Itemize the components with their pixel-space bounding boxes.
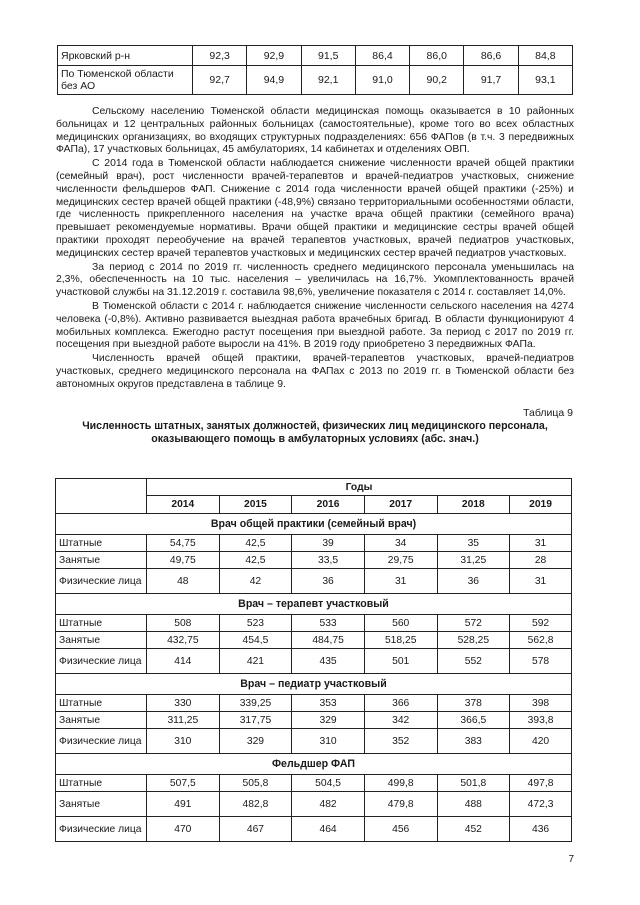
staff-table (55, 478, 572, 842)
table-cell: 92,1 (301, 66, 355, 95)
row-label: Физические лица (56, 817, 147, 842)
table-cell: 472,3 (510, 792, 572, 817)
page-number: 7 (568, 854, 574, 865)
table-cell: 470 (147, 817, 220, 842)
table-cell: 560 (364, 615, 437, 632)
table-cell: 421 (219, 649, 292, 674)
table-row (56, 649, 572, 674)
header-row (56, 479, 572, 496)
paragraph: Сельскому населению Тюменской области медицинская помощь оказывается в 10 районных больницах и 12 центральных районных больницах (самостоятельные), кроме того во всех областных медицинских организациях, во входящих структурных подразделениях: 656 ФАПов (в т.ч. 3 передвижных ФАПа), 17 участковых больницах, 45 амбулаториях, 14 кабинетах и отделениях ОВП. (56, 106, 574, 156)
table-cell: 533 (292, 615, 365, 632)
table-cell: 562,8 (510, 632, 572, 649)
table-cell: 436 (510, 817, 572, 842)
paragraph: За период с 2014 по 2019 гг. численность среднего медицинского персонала уменьшилась на 2,3%, обеспеченность на 10 тыс. населения – увеличилась на 16,7%. Укомплектованность врачей участковой службы на 31.12.2019 г. составила 98,6%, увеличение показателя с 2014 г. составляет 14,0%. (56, 261, 574, 299)
table-cell: 414 (147, 649, 220, 674)
table-cell: 42,5 (219, 552, 292, 569)
table-cell: 467 (219, 817, 292, 842)
section-title: Фельдшер ФАП (56, 754, 572, 775)
table-cell: 329 (219, 729, 292, 754)
table-cell: 383 (437, 729, 510, 754)
table-cell: 501 (364, 649, 437, 674)
year-cell: 2015 (219, 496, 292, 514)
table-cell: 31,25 (437, 552, 510, 569)
table-row (56, 615, 572, 632)
table-cell: 488 (437, 792, 510, 817)
row-label: Ярковский р-н (58, 46, 193, 66)
table-cell: 42,5 (219, 535, 292, 552)
table-cell: 497,8 (510, 775, 572, 792)
table-cell: 528,25 (437, 632, 510, 649)
table-number: Таблица 9 (523, 407, 573, 419)
table-cell: 48 (147, 569, 220, 594)
paragraph: В Тюменской области с 2014 г. наблюдается снижение численности сельского населения на 4274 человека (-0,8%). Активно развивается выездная работа врачебных бригад. В области функционируют 4 мобильных комплекса. Ежегодно растут посещения при выездной работе. За период с 2017 по 2019 гг. посещения при выездной работе выросли на 41%. В 2019 году приобретено 3 передвижных ФАПа. (56, 300, 574, 351)
row-label: Физические лица (56, 569, 147, 594)
table-cell: 36 (292, 569, 365, 594)
table-cell: 366,5 (437, 712, 510, 729)
table-row (56, 775, 572, 792)
year-cell: 2016 (292, 496, 365, 514)
table-cell: 92,3 (193, 46, 247, 66)
table-row (56, 552, 572, 569)
table-cell: 84,8 (518, 46, 572, 66)
table-cell: 42 (219, 569, 292, 594)
table-cell: 504,5 (292, 775, 365, 792)
table-row (56, 792, 572, 817)
table-cell: 592 (510, 615, 572, 632)
table-cell: 508 (147, 615, 220, 632)
table-cell: 92,9 (247, 46, 301, 66)
table-row (56, 817, 572, 842)
row-label: Штатные (56, 535, 147, 552)
table-cell: 456 (364, 817, 437, 842)
table-cell: 28 (510, 552, 572, 569)
table-cell: 33,5 (292, 552, 365, 569)
year-cell: 2014 (147, 496, 220, 514)
row-label: Штатные (56, 615, 147, 632)
row-label: Физические лица (56, 729, 147, 754)
table-cell: 352 (364, 729, 437, 754)
table-cell: 482,8 (219, 792, 292, 817)
table-cell: 310 (292, 729, 365, 754)
section-title: Врач общей практики (семейный врач) (56, 514, 572, 535)
table-cell: 35 (437, 535, 510, 552)
row-label: Занятые (56, 632, 147, 649)
body-text (56, 106, 574, 393)
table-row (56, 712, 572, 729)
paragraph: Численность врачей общей практики, врачей-терапевтов участковых, врачей-педиатров участковых, среднего медицинского персонала на ФАПах с 2013 по 2019 гг. в Тюменской области без автономных округов представлена в таблице 9. (56, 353, 574, 390)
years-header: Годы (147, 479, 572, 496)
table-row (58, 66, 573, 95)
table-cell: 507,5 (147, 775, 220, 792)
row-label: Занятые (56, 552, 147, 569)
table-cell: 93,1 (518, 66, 572, 95)
table-cell: 452 (437, 817, 510, 842)
table-cell: 31 (364, 569, 437, 594)
table-cell: 420 (510, 729, 572, 754)
table-cell: 398 (510, 695, 572, 712)
section-title: Врач – терапевт участковый (56, 594, 572, 615)
table-cell: 34 (364, 535, 437, 552)
table-cell: 393,8 (510, 712, 572, 729)
table-row (56, 632, 572, 649)
table-cell: 86,4 (355, 46, 409, 66)
row-label: Штатные (56, 775, 147, 792)
top-table (57, 45, 573, 95)
table-cell: 454,5 (219, 632, 292, 649)
table-row (58, 46, 573, 66)
table-cell: 482 (292, 792, 365, 817)
table-cell: 572 (437, 615, 510, 632)
table-cell: 86,6 (464, 46, 518, 66)
row-label: Физические лица (56, 649, 147, 674)
table-cell: 29,75 (364, 552, 437, 569)
table-cell: 339,25 (219, 695, 292, 712)
table-cell: 432,75 (147, 632, 220, 649)
table-cell: 91,5 (301, 46, 355, 66)
table-cell: 353 (292, 695, 365, 712)
table-cell: 311,25 (147, 712, 220, 729)
table-cell: 91,7 (464, 66, 518, 95)
table-cell: 310 (147, 729, 220, 754)
table-cell: 342 (364, 712, 437, 729)
table-cell: 54,75 (147, 535, 220, 552)
table-cell: 86,0 (410, 46, 464, 66)
year-cell: 2017 (364, 496, 437, 514)
table-cell: 31 (510, 535, 572, 552)
table-cell: 484,75 (292, 632, 365, 649)
paragraph: С 2014 года в Тюменской области наблюдается снижение численности врачей общей практики (семейный врач), рост численности врачей-терапевтов и врачей-педиатров участковых, снижение численности фельдшеров ФАП. Снижение с 2014 года численности врачей общей практики (-25%) и медицинских сестер врачей общей практики (-48,9%) связано территориальными особенностями области, где численность прикрепленного населения на участке врача общей практики (семейного врача) превышает рекомендуемые нормативы. Врачи общей практики и медицинские сестры врачей общей практики проходят переобучение на врачей терапевтов участковых, врачей педиатров участковых, медицинских сестер врачей терапевтов участковых и медицинских сестер врачей педиатров участковых. (56, 158, 574, 259)
section-row (56, 594, 572, 615)
section-title: Врач – педиатр участковый (56, 674, 572, 695)
row-label: Штатные (56, 695, 147, 712)
table-cell: 317,75 (219, 712, 292, 729)
row-label: По Тюменской области без АО (58, 66, 193, 95)
table-cell: 36 (437, 569, 510, 594)
table-cell: 505,8 (219, 775, 292, 792)
table-caption: Численность штатных, занятых должностей, физических лиц медицинского персонала, оказывающего помощь в амбулаторных условиях (абс. знач.) (82, 420, 548, 445)
row-label: Занятые (56, 792, 147, 817)
table-cell: 491 (147, 792, 220, 817)
year-cell: 2019 (510, 496, 572, 514)
year-cell: 2018 (437, 496, 510, 514)
table-cell: 378 (437, 695, 510, 712)
table-cell: 330 (147, 695, 220, 712)
table-row (56, 695, 572, 712)
table-cell: 501,8 (437, 775, 510, 792)
table-cell: 90,2 (410, 66, 464, 95)
table-cell: 329 (292, 712, 365, 729)
table-cell: 39 (292, 535, 365, 552)
corner-cell (56, 479, 147, 514)
table-cell: 49,75 (147, 552, 220, 569)
table-cell: 479,8 (364, 792, 437, 817)
section-row (56, 754, 572, 775)
table-row (56, 569, 572, 594)
table-row (56, 729, 572, 754)
table-cell: 435 (292, 649, 365, 674)
table-row (56, 535, 572, 552)
table-cell: 92,7 (193, 66, 247, 95)
table-cell: 366 (364, 695, 437, 712)
section-row (56, 674, 572, 695)
section-row (56, 514, 572, 535)
table-cell: 578 (510, 649, 572, 674)
table-cell: 518,25 (364, 632, 437, 649)
table-cell: 499,8 (364, 775, 437, 792)
table-cell: 464 (292, 817, 365, 842)
row-label: Занятые (56, 712, 147, 729)
table-cell: 91,0 (355, 66, 409, 95)
table-cell: 31 (510, 569, 572, 594)
table-cell: 523 (219, 615, 292, 632)
table-cell: 552 (437, 649, 510, 674)
table-cell: 94,9 (247, 66, 301, 95)
